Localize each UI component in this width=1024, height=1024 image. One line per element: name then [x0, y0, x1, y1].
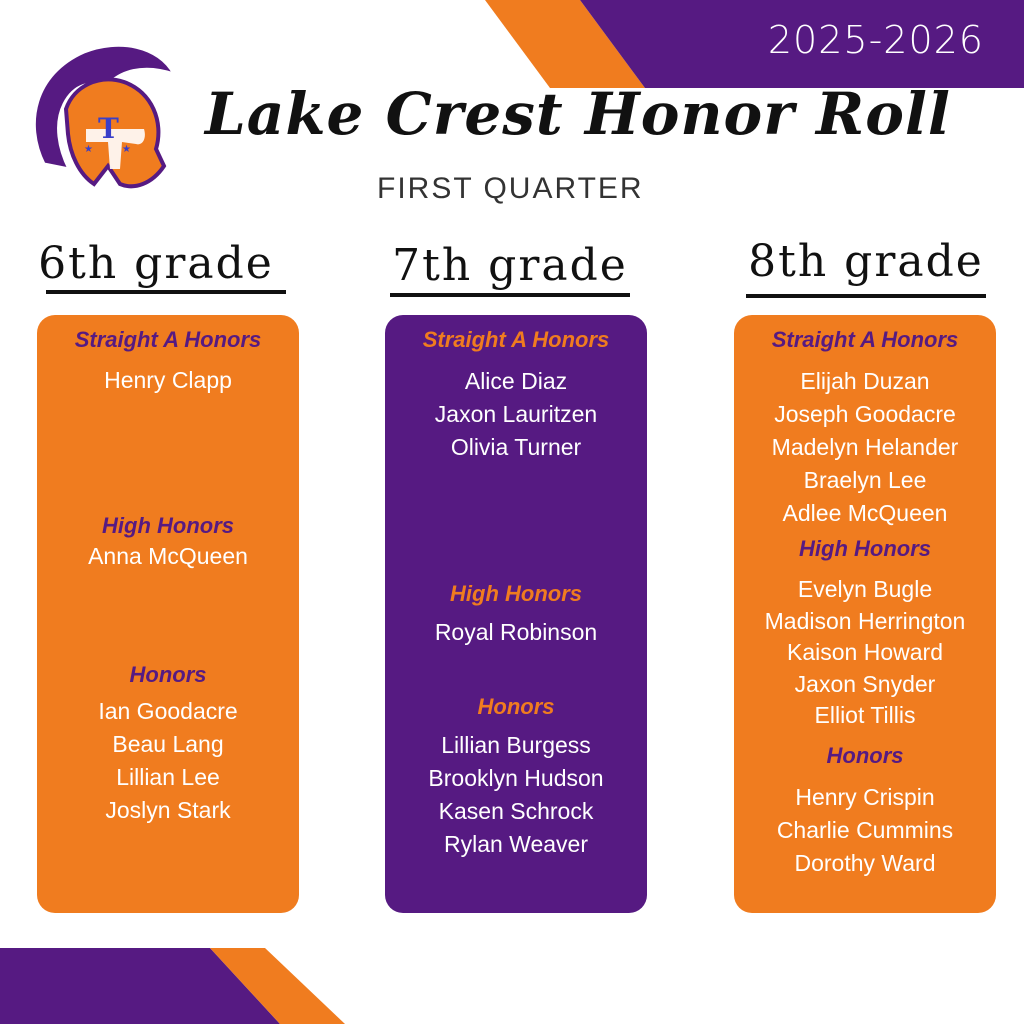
grade-6-straight-a-list	[37, 367, 299, 394]
grade-6-straight-a-title: Straight A Honors	[74, 327, 262, 352]
list-item: Brooklyn Hudson	[428, 765, 604, 791]
grade-8-straight-a-title: Straight A Honors	[771, 327, 959, 352]
list-item: Alice Diaz	[464, 368, 568, 394]
list-item: Elliot Tillis	[814, 702, 916, 728]
list-item: Joslyn Stark	[105, 797, 231, 823]
grade-7-honors-list	[385, 729, 647, 861]
grade-7-heading: 7th grade	[392, 240, 628, 291]
list-item: Madelyn Helander	[771, 434, 959, 460]
page-subtitle: FIRST QUARTER	[377, 172, 644, 205]
list-item: Beau Lang	[112, 731, 224, 757]
list-item: Anna McQueen	[88, 543, 248, 569]
grade-8-high-honors-list	[734, 574, 996, 732]
grade-8-heading: 8th grade	[748, 236, 984, 287]
svg-text:★: ★	[84, 144, 93, 155]
list-item: Evelyn Bugle	[797, 576, 933, 602]
grade-7-high-honors-title: High Honors	[450, 581, 582, 606]
grade-7-straight-a-list	[385, 365, 647, 464]
list-item: Royal Robinson	[434, 619, 598, 645]
grade-8-high-honors-title: High Honors	[799, 536, 931, 561]
grade-6-card	[37, 315, 299, 913]
page-title: Lake Crest Honor Roll	[205, 80, 951, 148]
logo-letter: T	[98, 112, 119, 145]
list-item: Henry Clapp	[104, 367, 232, 393]
list-item: Olivia Turner	[450, 434, 582, 460]
list-item: Ian Goodacre	[98, 698, 238, 724]
list-item: Madison Herrington	[764, 607, 966, 634]
grade-7-divider	[390, 293, 630, 297]
grade-8-honors-list	[734, 781, 996, 880]
list-item: Kaison Howard	[787, 639, 943, 665]
grade-6-high-honors-list	[37, 543, 299, 570]
grade-6-honors-list	[37, 695, 299, 827]
grade-7-straight-a-title: Straight A Honors	[422, 327, 610, 352]
list-item: Elijah Duzan	[800, 368, 930, 394]
school-year: 2025-2026	[767, 18, 984, 62]
list-item: Braelyn Lee	[803, 467, 927, 493]
svg-text:★: ★	[122, 144, 131, 155]
spartan-helmet-logo	[24, 34, 184, 194]
list-item: Charlie Cummins	[776, 817, 954, 843]
grade-6-high-honors-title: High Honors	[102, 513, 234, 538]
grade-7-card	[385, 315, 647, 913]
grade-6-heading: 6th grade	[38, 238, 274, 289]
list-item: Lillian Burgess	[441, 732, 591, 758]
grade-6-honors-title: Honors	[129, 662, 207, 687]
grade-8-straight-a-list	[734, 365, 996, 530]
grade-8-card	[734, 315, 996, 913]
list-item: Lillian Lee	[116, 764, 220, 790]
list-item: Jaxon Snyder	[794, 670, 936, 697]
grade-6-divider	[46, 290, 286, 294]
list-item: Rylan Weaver	[443, 831, 589, 857]
grade-7-honors-title: Honors	[477, 694, 555, 719]
list-item: Adlee McQueen	[782, 500, 948, 526]
grade-8-honors-title: Honors	[826, 743, 904, 768]
grade-7-high-honors-list	[385, 619, 647, 646]
list-item: Dorothy Ward	[794, 850, 936, 876]
list-item: Jaxon Lauritzen	[434, 401, 598, 427]
grade-8-divider	[746, 294, 986, 298]
list-item: Joseph Goodacre	[774, 401, 956, 427]
list-item: Kasen Schrock	[438, 798, 594, 824]
list-item: Henry Crispin	[795, 784, 935, 810]
